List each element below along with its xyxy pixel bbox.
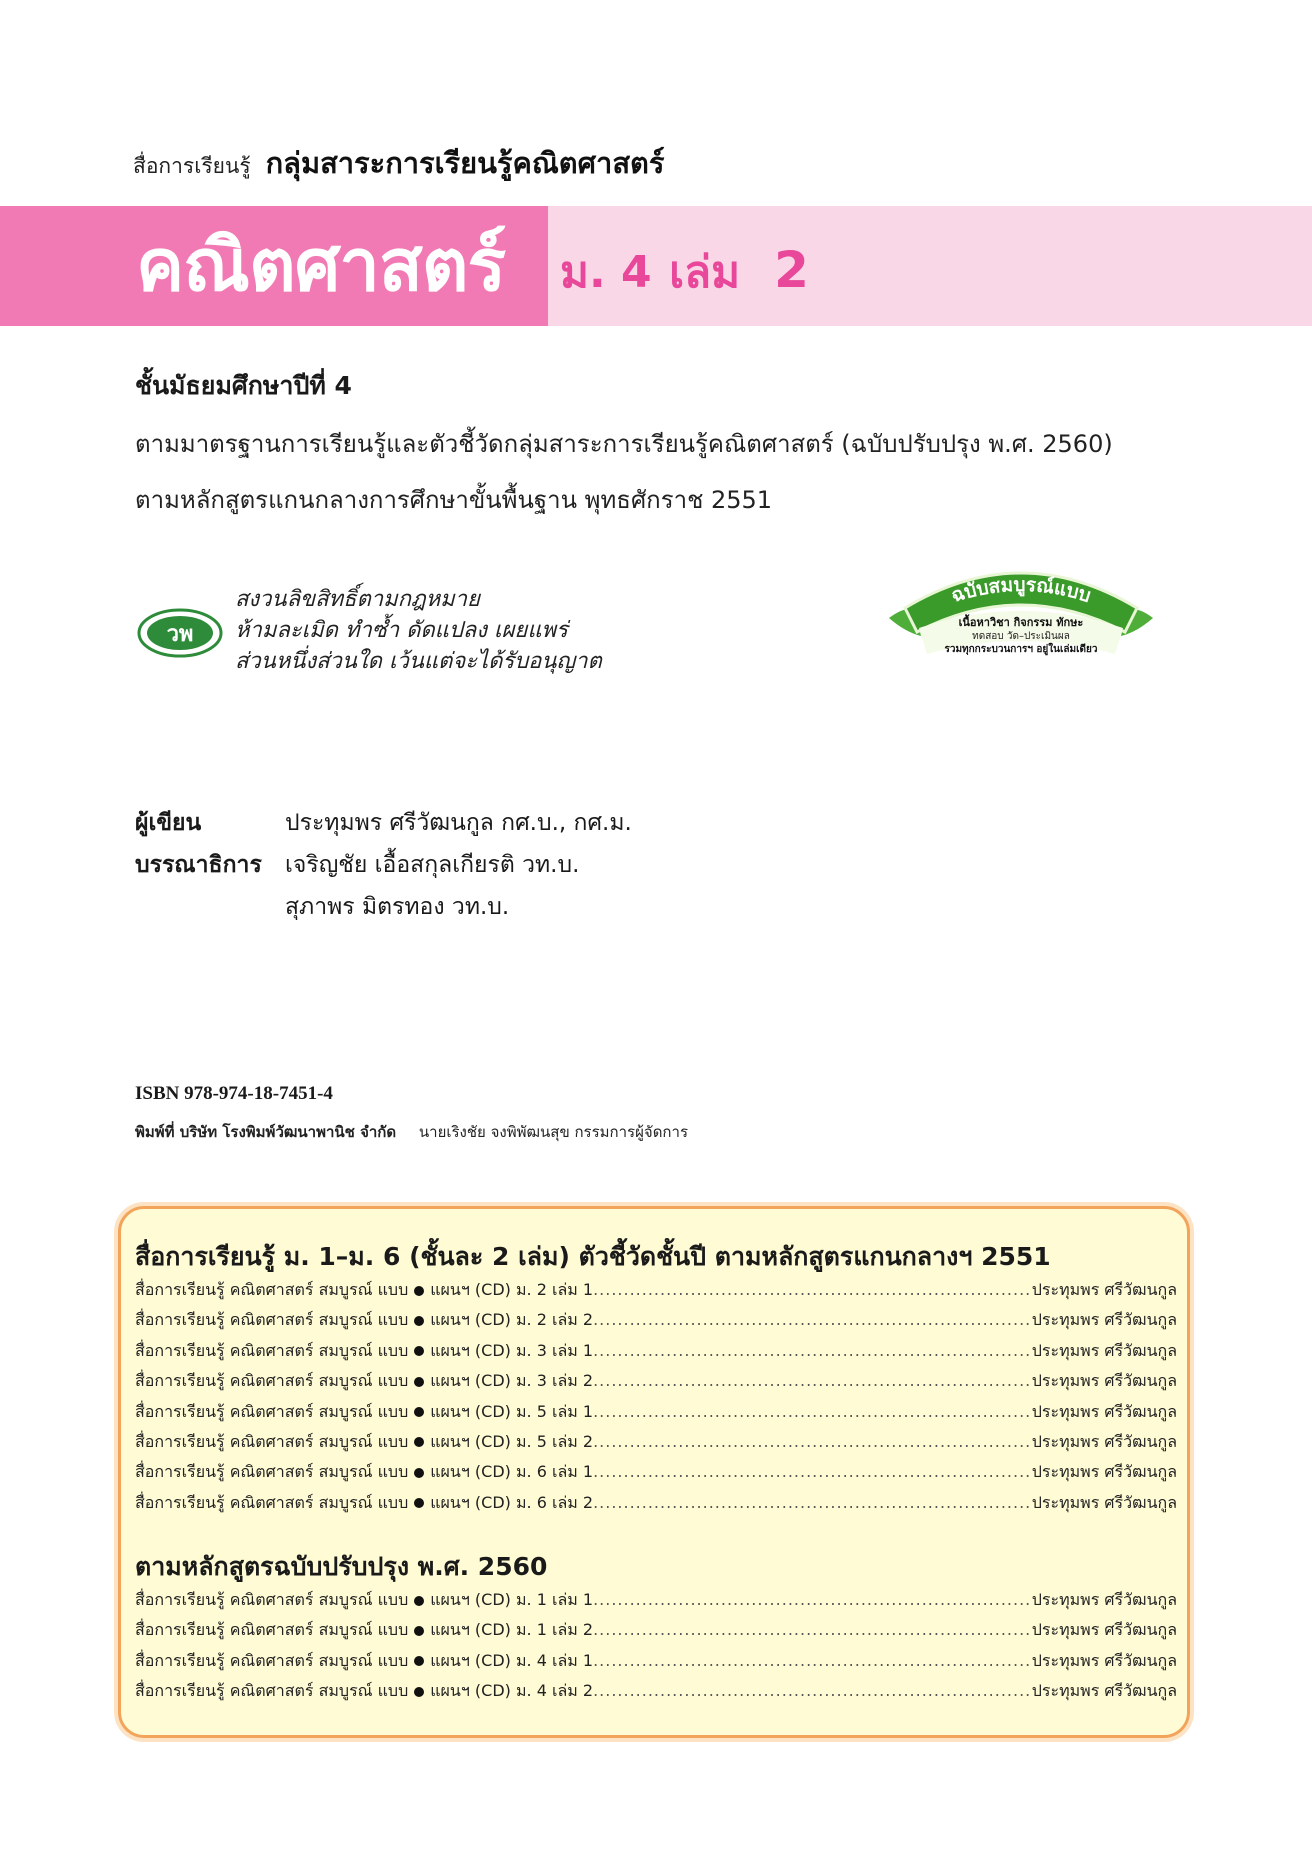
credit-name: สุภาพร มิตรทอง วท.บ. [285, 894, 510, 920]
grade-level: ชั้นมัธยมศึกษาปีที่ 4 [135, 371, 352, 400]
credit-name: เจริญชัย เอื้อสกุลเกียรติ วท.บ. [285, 852, 580, 878]
list-item: สื่อการเรียนรู้ คณิตศาสตร์ สมบูรณ์ แบบ แผนฯ (CD) ม. 2 เล่ม 1 ..... ประทุมพร ศรีวัฒนกูล [135, 1278, 1177, 1308]
standard-line: ตามมาตรฐานการเรียนรู้และตัวชี้วัดกลุ่มสาระการเรียนรู้คณิตศาสตร์ (ฉบับปรับปรุง พ.ศ. 2560) [135, 430, 1113, 458]
grade: ม. 4 [560, 247, 652, 298]
credit-name: ประทุมพร ศรีวัฒนกูล กศ.บ., กศ.ม. [285, 810, 632, 836]
credit-row [135, 802, 632, 844]
credit-row [135, 844, 632, 886]
publisher-logo-icon [137, 608, 223, 658]
printer-company: พิมพ์ที่ บริษัท โรงพิมพ์วัฒนาพานิช จำกัด [135, 1123, 397, 1141]
curriculum-line: ตามหลักสูตรแกนกลางการศึกษาขั้นพื้นฐาน พุทธศักราช 2551 [135, 486, 773, 514]
printer-line [135, 1120, 688, 1144]
credit-label: ผู้เขียน [135, 810, 202, 836]
list-item: สื่อการเรียนรู้ คณิตศาสตร์ สมบูรณ์ แบบ แผนฯ (CD) ม. 5 เล่ม 2 ..... ประทุมพร ศรีวัฒนกูล [135, 1430, 1177, 1460]
credits [135, 802, 632, 928]
volume-number: 2 [774, 241, 809, 299]
copyright-line: ห้ามละเมิด ทำซ้ำ ดัดแปลง เผยแพร่ [235, 618, 568, 643]
credit-row [135, 886, 632, 928]
volume-label: เล่ม [669, 247, 741, 298]
copyright-line: ส่วนหนึ่งส่วนใด เว้นแต่จะได้รับอนุญาต [235, 649, 602, 674]
badge-line: ทดสอบ วัด–ประเมินผล [972, 631, 1070, 642]
badge-line: รวมทุกกระบวนการฯ อยู่ในเล่มเดียว [944, 644, 1098, 655]
list-item: สื่อการเรียนรู้ คณิตศาสตร์ สมบูรณ์ แบบ แผนฯ (CD) ม. 1 เล่ม 2 ..... ประทุมพร ศรีวัฒนกูล [135, 1618, 1177, 1648]
list-item: สื่อการเรียนรู้ คณิตศาสตร์ สมบูรณ์ แบบ แผนฯ (CD) ม. 3 เล่ม 2 ..... ประทุมพร ศรีวัฒนกูล [135, 1369, 1177, 1399]
catalog-heading: สื่อการเรียนรู้ ม. 1–ม. 6 (ชั้นละ 2 เล่ม) ตัวชี้วัดชั้นปี ตามหลักสูตรแกนกลางฯ 2551 [135, 1242, 1051, 1271]
credit-label [135, 886, 285, 928]
list-item: สื่อการเรียนรู้ คณิตศาสตร์ สมบูรณ์ แบบ แผนฯ (CD) ม. 6 เล่ม 1 ..... ประทุมพร ศรีวัฒนกูล [135, 1460, 1177, 1490]
credit-label: บรรณาธิการ [135, 852, 262, 878]
printer-manager: นายเริงชัย จงพิพัฒนสุข กรรมการผู้จัดการ [418, 1123, 688, 1141]
catalog-list [135, 1278, 1177, 1521]
series-group: กลุ่มสาระการเรียนรู้คณิตศาสตร์ [265, 146, 665, 180]
copyright-notice [235, 584, 602, 677]
book-grade-volume [560, 230, 809, 313]
list-item: สื่อการเรียนรู้ คณิตศาสตร์ สมบูรณ์ แบบ แผนฯ (CD) ม. 2 เล่ม 2 ..... ประทุมพร ศรีวัฒนกูล [135, 1308, 1177, 1338]
list-item: สื่อการเรียนรู้ คณิตศาสตร์ สมบูรณ์ แบบ แผนฯ (CD) ม. 3 เล่ม 1 ..... ประทุมพร ศรีวัฒนกูล [135, 1339, 1177, 1369]
catalog-list [135, 1588, 1177, 1710]
list-item: สื่อการเรียนรู้ คณิตศาสตร์ สมบูรณ์ แบบ แผนฯ (CD) ม. 1 เล่ม 1 ..... ประทุมพร ศรีวัฒนกูล [135, 1588, 1177, 1618]
list-item: สื่อการเรียนรู้ คณิตศาสตร์ สมบูรณ์ แบบ แผนฯ (CD) ม. 4 เล่ม 1 ..... ประทุมพร ศรีวัฒนกูล [135, 1649, 1177, 1679]
series-line [133, 140, 664, 186]
badge-line: เนื้อหาวิชา กิจกรรม ทักษะ [958, 616, 1084, 629]
badge-ribbon-text: ฉบับสมบูรณ์แบบ [948, 573, 1094, 608]
logo-text: วพ [166, 622, 194, 647]
series-prefix: สื่อการเรียนรู้ [133, 154, 251, 178]
list-item: สื่อการเรียนรู้ คณิตศาสตร์ สมบูรณ์ แบบ แผนฯ (CD) ม. 6 เล่ม 2 ..... ประทุมพร ศรีวัฒนกูล [135, 1491, 1177, 1521]
list-item: สื่อการเรียนรู้ คณิตศาสตร์ สมบูรณ์ แบบ แผนฯ (CD) ม. 4 เล่ม 2 ..... ประทุมพร ศรีวัฒนกูล [135, 1679, 1177, 1709]
catalog-subheading: ตามหลักสูตรฉบับปรับปรุง พ.ศ. 2560 [135, 1552, 548, 1581]
complete-edition-badge [885, 548, 1157, 658]
list-item: สื่อการเรียนรู้ คณิตศาสตร์ สมบูรณ์ แบบ แผนฯ (CD) ม. 5 เล่ม 1 ..... ประทุมพร ศรีวัฒนกูล [135, 1400, 1177, 1430]
copyright-line: สงวนลิขสิทธิ์ตามกฎหมาย [235, 587, 480, 612]
isbn: ISBN 978-974-18-7451-4 [135, 1083, 333, 1104]
book-title: คณิตศาสตร์ [136, 223, 506, 307]
